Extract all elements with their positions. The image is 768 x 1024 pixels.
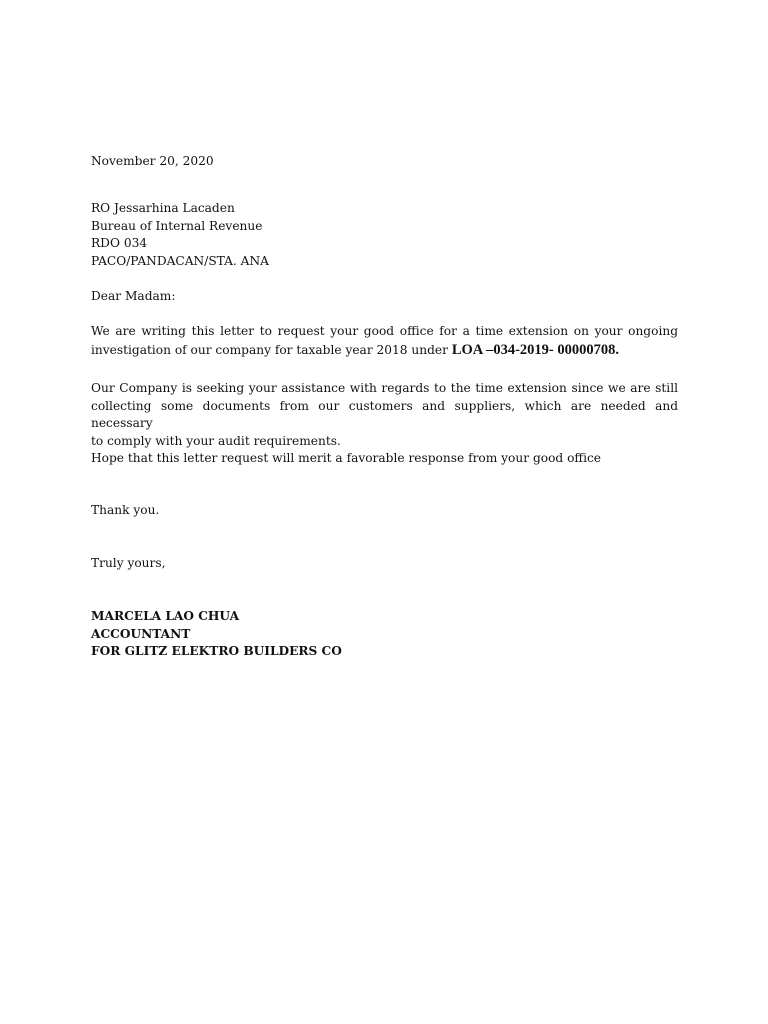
salutation: Dear Madam:: [91, 289, 176, 303]
signatory-name: MARCELA LAO CHUA: [91, 609, 240, 623]
signatory-title: ACCOUNTANT: [91, 626, 191, 641]
request-paragraph-line-1: We are writing this letter to request your good office for a time extension on your ongoing: [91, 324, 678, 338]
request-paragraph: [91, 323, 678, 359]
recipient-area: PACO/PANDACAN/STA. ANA: [91, 253, 269, 268]
reason-paragraph-line-2: collecting some documents from our customers and suppliers, which are needed and necessary: [91, 398, 678, 430]
reason-paragraph: [91, 380, 678, 450]
recipient-office: Bureau of Internal Revenue: [91, 218, 263, 233]
loa-number: LOA –034-2019- 00000708.: [451, 341, 619, 358]
reason-paragraph-line-3: to comply with your audit requirements.: [91, 433, 341, 448]
recipient-district: RDO 034: [91, 236, 148, 250]
recipient-name: RO Jessarhina Lacaden: [91, 201, 235, 215]
reason-paragraph-line-1: Our Company is seeking your assistance with regards to the time extension since we are still: [91, 381, 678, 395]
recipient-address: [91, 200, 678, 270]
letter-date: November 20, 2020: [91, 154, 214, 168]
request-paragraph-line-2-text: investigation of our company for taxable year 2018 under: [91, 342, 452, 357]
thank-you-line: Thank you.: [91, 503, 160, 517]
closing-line: Truly yours,: [91, 556, 166, 570]
signature-block: [91, 608, 678, 661]
signatory-company: FOR GLITZ ELEKTRO BUILDERS CO: [91, 644, 342, 658]
request-paragraph-line-2: [91, 342, 678, 360]
hope-paragraph: Hope that this letter request will merit a favorable response from your good office: [91, 451, 602, 465]
